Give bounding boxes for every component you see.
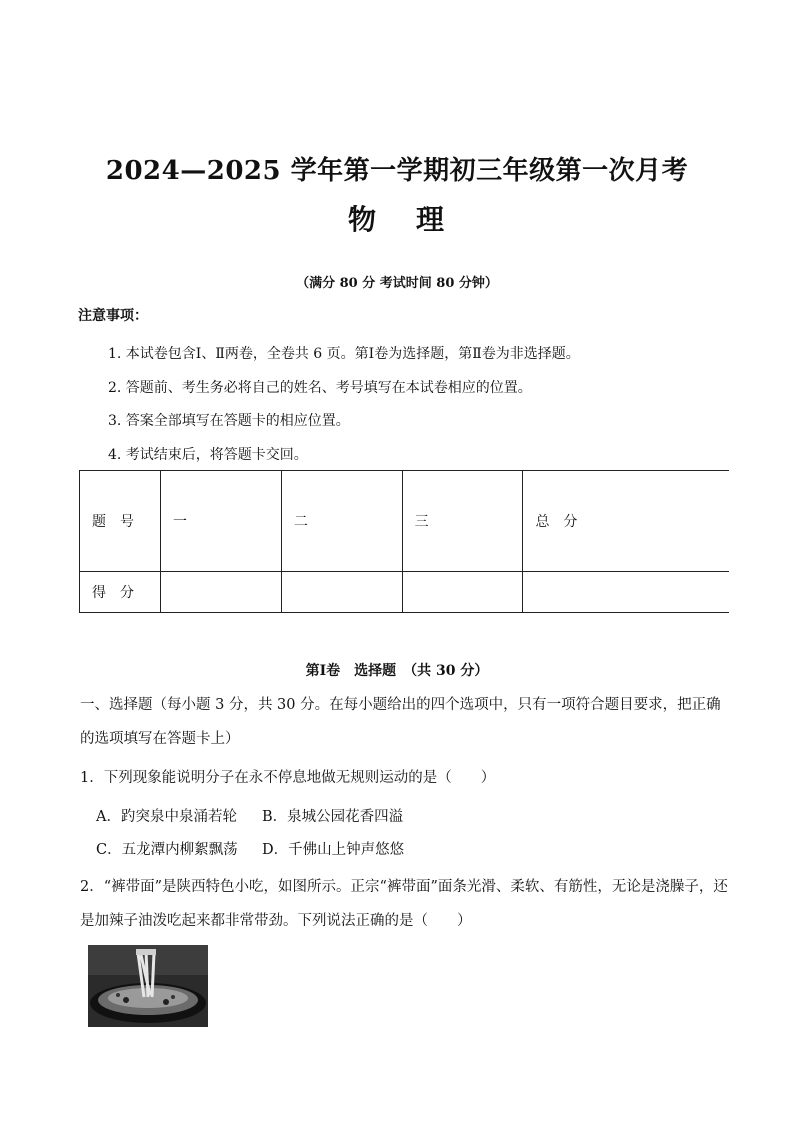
- notice-item: 1. 本试卷包含Ⅰ、Ⅱ两卷，全卷共 6 页。第Ⅰ卷为选择题，第Ⅱ卷为非选择题。: [108, 346, 580, 362]
- score-cell: [523, 572, 729, 613]
- subject-char-1: 物: [347, 203, 378, 236]
- notice-item: 2. 答题前、考生务必将自己的姓名、考号填写在本试卷相应的位置。: [108, 380, 532, 396]
- score-cell: [402, 572, 523, 613]
- question-1-option-a: A．趵突泉中泉涌若轮: [96, 809, 237, 825]
- question-1-option-b: B．泉城公园花香四溢: [262, 809, 404, 825]
- section-title: 第Ⅰ卷 选择题 （共 30 分）: [305, 663, 489, 679]
- score-table: [79, 470, 729, 613]
- score-table-header-row: [80, 471, 730, 572]
- score-header-cell: 二: [281, 471, 402, 572]
- score-header-cell: 总 分: [523, 471, 729, 572]
- score-header-cell: 一: [161, 471, 282, 572]
- noodle-bowl-photo: [88, 945, 208, 1027]
- score-table-score-row: [80, 572, 730, 613]
- score-header-cell: 三: [402, 471, 523, 572]
- notice-item: 3. 答案全部填写在答题卡的相应位置。: [108, 413, 350, 429]
- exam-meta: （满分 80 分 考试时间 80 分钟）: [296, 276, 498, 291]
- score-cell: [161, 572, 282, 613]
- subject-char-2: 理: [416, 203, 447, 236]
- question-1-option-c: C．五龙潭内柳絮飘荡: [96, 842, 238, 858]
- notice-title: 注意事项：: [78, 308, 148, 324]
- question-2-stem: 2．“裤带面”是陕西特色小吃，如图所示。正宗“裤带面”面条光滑、柔软、有筋性，无论是浇臊子，还是加辣子油泼吃起来都非常带劲。下列说法正确的是（ ）: [80, 879, 728, 929]
- notice-item: 4. 考试结束后，将答题卡交回。: [108, 447, 308, 463]
- subject-title: [0, 198, 794, 238]
- exam-title: 2024—2025 学年第一学期初三年级第一次月考: [105, 156, 689, 186]
- score-header-cell: 题 号: [80, 471, 161, 572]
- section-instructions: 一、选择题（每小题 3 分，共 30 分。在每小题给出的四个选项中，只有一项符合题目要求，把正确的选项填写在答题卡上）: [80, 697, 721, 747]
- question-1-stem: 1．下列现象能说明分子在永不停息地做无规则运动的是（ ）: [80, 770, 496, 786]
- score-row-label: 得 分: [80, 572, 161, 613]
- question-1-option-d: D．千佛山上钟声悠悠: [262, 842, 405, 858]
- score-cell: [281, 572, 402, 613]
